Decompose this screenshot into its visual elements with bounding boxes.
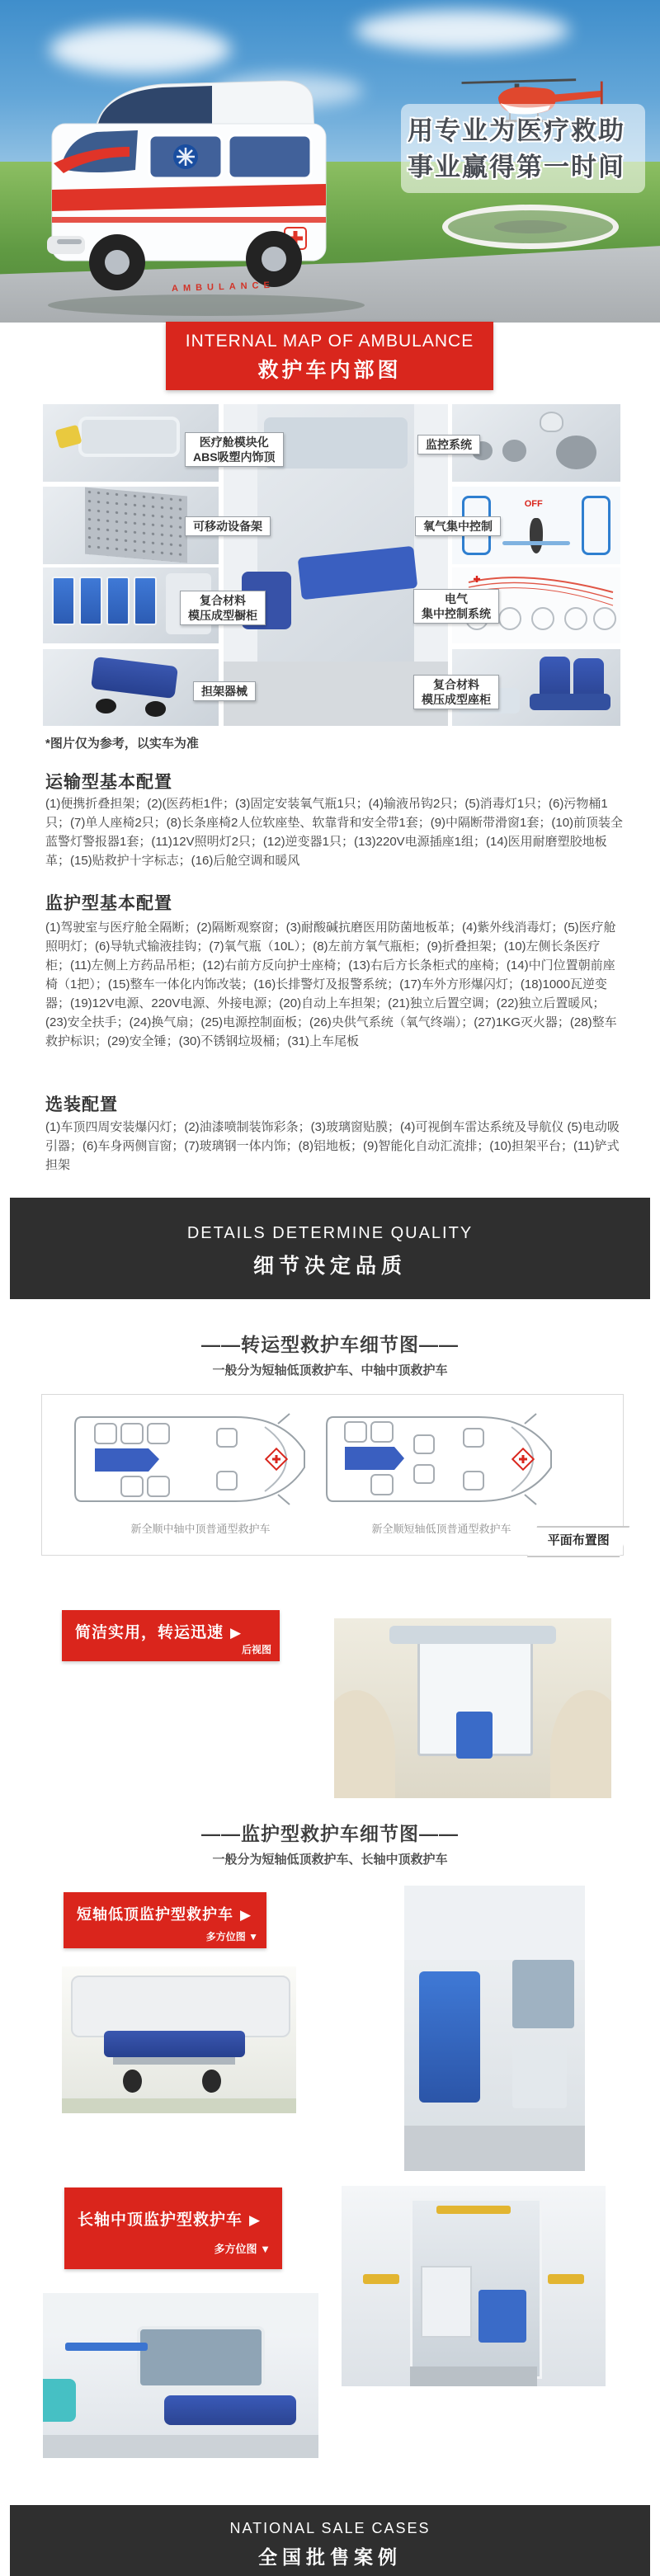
optional-config-title: 选装配置 — [45, 1095, 118, 1115]
details-banner-zh: 细节决定品质 — [252, 1255, 407, 1278]
arrow-down-icon: ▼ — [248, 1931, 258, 1943]
floorplan-label-left: 新全顺中轴中顶普通型救护车 — [130, 1523, 271, 1535]
long-axle-label — [64, 2187, 282, 2269]
sales-banner-zh: 全国批售案例 — [258, 2546, 402, 2568]
details-banner — [10, 1198, 650, 1299]
map-label-cabinet: 复合材料 模压成型橱柜 — [180, 591, 266, 625]
floorplan-van-short-axle — [322, 1406, 569, 1513]
photo-short-axle-stretcher — [62, 1966, 296, 2113]
transport-config-title: 运输型基本配置 — [45, 773, 172, 793]
hero-slogan-line2: 事业赢得第一时间 — [408, 153, 625, 181]
map-label-stretcher: 担架器械 — [193, 681, 256, 701]
map-label-seat-cabinet: 复合材料 模压成型座柜 — [413, 675, 499, 709]
transport-config-body: (1)便携折叠担架；(2)(医药柜1件；(3)固定安装氧气瓶1只；(4)输液吊钩2只；(5)消毒灯1只；(6)污物桶1只；(7)单人座椅2只；(8)长条座椅2人位软座垫、软靠背和安全带1套；(9)中隔断带滑窗1套；(10)前顶装全蓝警灯警报器1套；(11)12V照明灯2只；(12)逆变器1只；(13)220V电源插座1组；(14)医用耐磨塑胶地板革；(15)贴救护十字标志；(16)后舱空调和暖风 — [45, 797, 624, 868]
feature-view-label: 后视图 — [241, 1644, 271, 1655]
internal-map-banner — [166, 322, 493, 390]
map-label-electric: 电气 集中控制系统 — [413, 589, 499, 624]
arrow-right-icon: ▶ — [249, 2212, 262, 2228]
photo-short-axle-interior — [404, 1886, 585, 2171]
long-axle-title: 长轴中顶监护型救护车 — [78, 2211, 243, 2229]
multi-view-label: 多方位图 — [205, 1931, 246, 1943]
banner-title-zh: 救护车内部图 — [257, 359, 402, 382]
monitor-config-title: 监护型基本配置 — [45, 894, 172, 914]
monitor-config-body: (1)驾驶室与医疗舱全隔断；(2)隔断观察窗；(3)耐酸碱抗磨医用防菌地板革；(4)紫外线消毒灯；(5)医疗舱照明灯；(6)导轨式输液挂钩；(7)氧气瓶（10L）；(8)左前方氧气瓶柜；(9)折叠担架；(10)左侧长条医疗柜；(11)左侧上方药品吊柜；(12)右前方反向护士座椅；(13)右后方长条柜式的座椅；(14)中门位置朝前座椅（1把）；(15)整车一体化内饰改装；(16)长排警灯及报警系统；(17)车外方形爆闪灯；(18)1000瓦逆变器；(19)12V电源、220V电源、外接电源；(20)自动上车担架；(21)独立后置空调；(22)独立后置暖风；(23)安全扶手；(24)换气扇；(25)电源控制面板；(26)央供气系统（氧气终端）；(27)1KG灭火器；(28)整车救护标识；(29)安全锤；(30)不锈钢垃圾桶；(31)上车尾板 — [45, 921, 617, 1048]
short-axle-title: 短轴低顶监护型救护车 — [77, 1906, 233, 1923]
oxygen-panel-off-text: OFF — [524, 499, 543, 510]
optional-config-body: (1)车顶四周安装爆闪灯；(2)油漆喷制装饰彩条；(3)玻璃窗贴膜；(4)可视倒车雷达系统及导航仪 (5)电动吸引器；(6)车身两侧盲窗；(7)玻璃钢一体内饰；(8)铝地板；(9)智能化自动汇流排；(10)担架平台；(11)铲式担架 — [45, 1120, 620, 1172]
feature-title: 简洁实用，转运迅速 — [75, 1624, 224, 1641]
cloud-shape — [355, 10, 569, 51]
arrow-down-icon: ▼ — [260, 2243, 271, 2255]
ambulance-lettering: AMBULANCE — [171, 280, 276, 294]
short-axle-label — [64, 1892, 266, 1948]
floorplan-label-right: 新全顺短轴低顶普通型救护车 — [371, 1523, 512, 1535]
map-label-abs-roof: 医疗舱模块化 ABS吸塑内饰顶 — [185, 432, 284, 467]
photo-long-axle-corridor — [342, 2186, 606, 2386]
monitor-section-subheading: 一般分为短轴低顶救护车、长轴中顶救护车 — [212, 1853, 448, 1867]
disclaimer-note: *图片仅为参考，以实车为准 — [45, 737, 199, 751]
photo-long-axle-cabin — [43, 2293, 318, 2458]
transfer-feature-label — [62, 1610, 280, 1661]
hero-banner — [0, 0, 660, 323]
sales-banner — [10, 2505, 650, 2576]
sales-banner-en: NATIONAL SALE CASES — [229, 2520, 431, 2536]
details-banner-en: DETAILS DETERMINE QUALITY — [186, 1224, 474, 1242]
banner-title-en: INTERNAL MAP OF AMBULANCE — [185, 332, 474, 351]
map-label-equipment-rack: 可移动设备架 — [185, 516, 271, 536]
arrow-right-icon: ▶ — [230, 1625, 243, 1641]
transfer-section-heading: ——转运型救护车细节图—— — [201, 1334, 459, 1355]
helipad — [442, 205, 619, 249]
multi-view-label: 多方位图 — [214, 2243, 257, 2255]
map-label-monitoring: 监控系统 — [417, 435, 480, 454]
photo-rear-view — [334, 1618, 611, 1798]
floorplan-van-mid-axle — [70, 1406, 318, 1513]
hero-slogan-line1: 用专业为医疗救助 — [408, 116, 625, 145]
transfer-section-subheading: 一般分为短轴低顶救护车、中轴中顶救护车 — [212, 1363, 448, 1377]
map-label-oxygen: 氧气集中控制 — [415, 516, 501, 536]
monitor-section-heading: ——监护型救护车细节图—— — [201, 1823, 459, 1844]
floorplan-tag: 平面布置图 — [527, 1526, 629, 1557]
arrow-right-icon: ▶ — [240, 1907, 252, 1923]
